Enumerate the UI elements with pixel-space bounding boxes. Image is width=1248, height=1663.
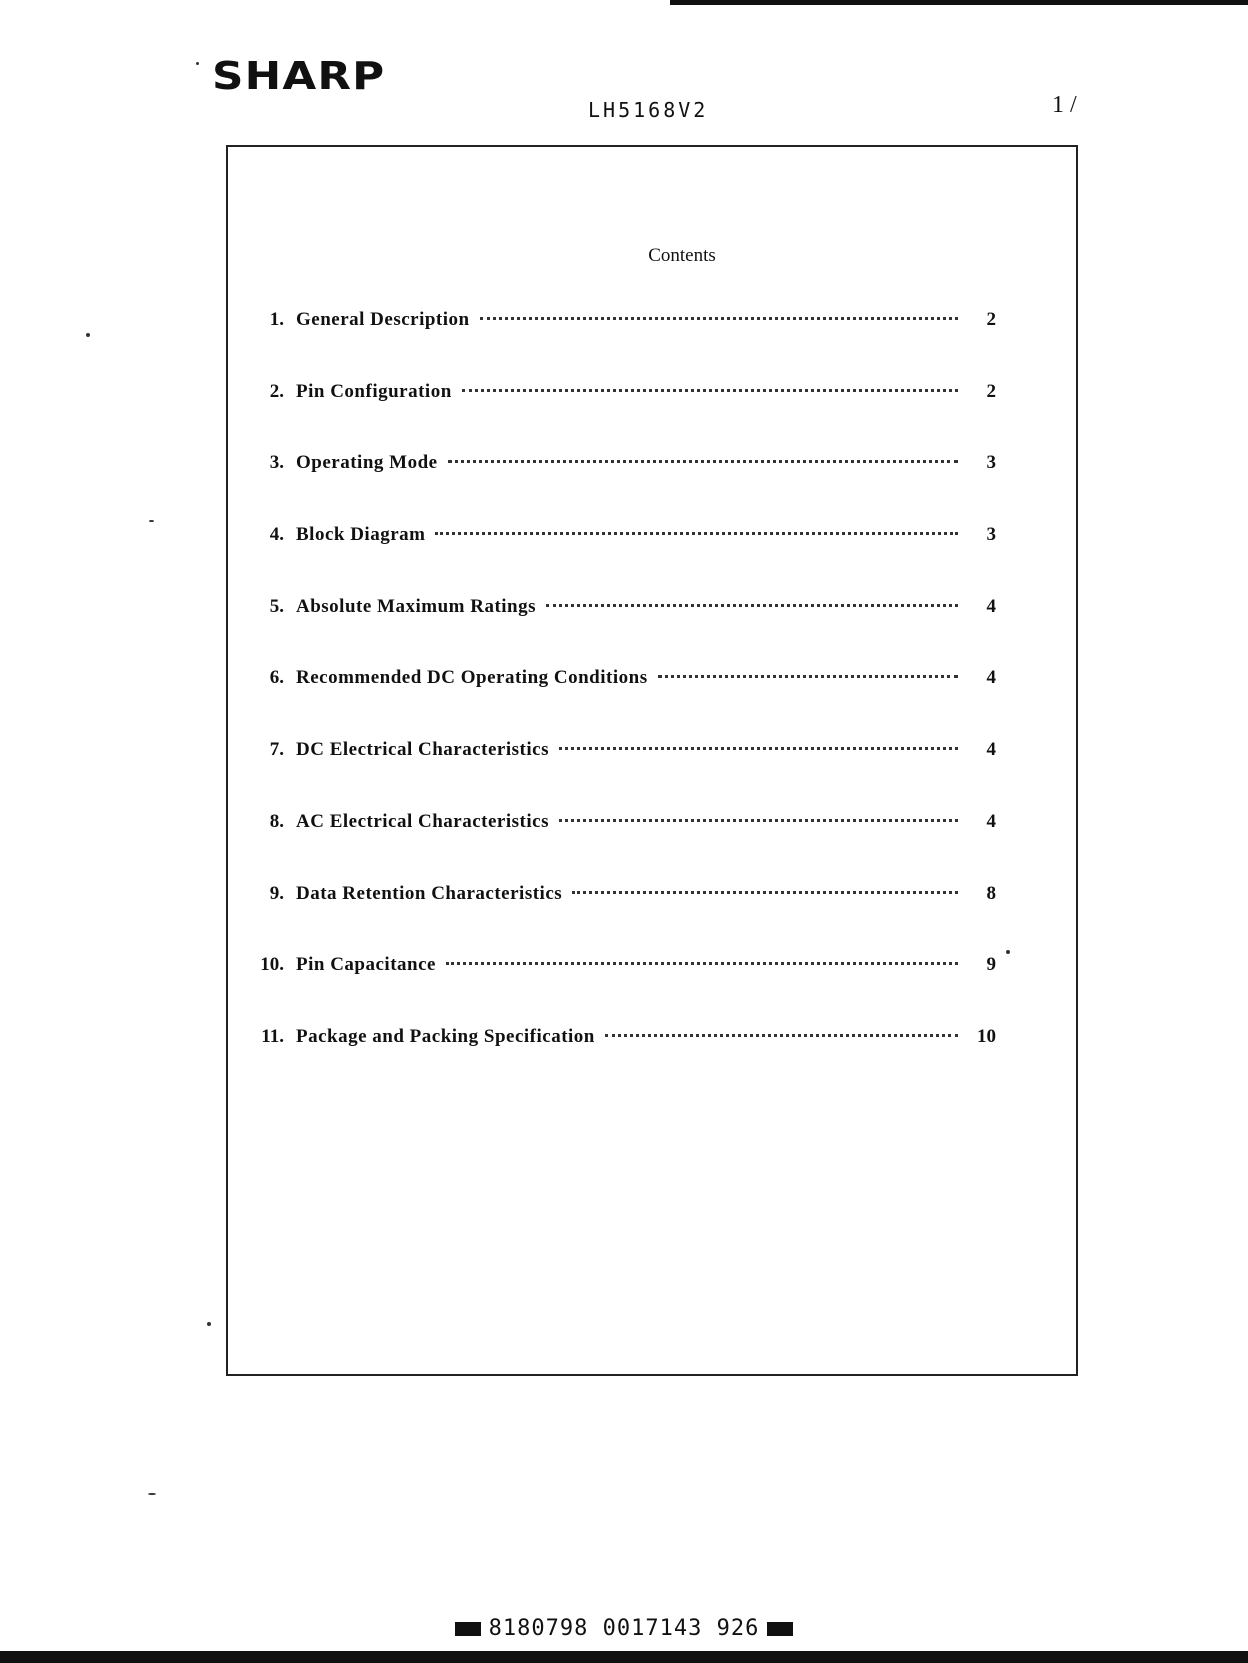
- dot-leader: [435, 532, 958, 535]
- toc-entry-page: 8: [986, 882, 996, 904]
- dot-leader: [446, 962, 958, 965]
- toc-entry-number: 2.: [269, 380, 284, 402]
- toc-entry-label: Package and Packing Specification: [296, 1025, 595, 1047]
- toc-entry-page: 9: [986, 954, 996, 976]
- dot-leader: [572, 891, 958, 894]
- toc-entry-page: 4: [986, 667, 996, 689]
- toc-entry-label: Recommended DC Operating Conditions: [296, 667, 648, 689]
- toc-entry: [256, 667, 996, 739]
- scan-speck: [148, 1493, 156, 1495]
- scan-speck: [207, 1322, 211, 1326]
- toc-entry: [256, 1026, 996, 1098]
- toc-entry-number: 11.: [261, 1025, 284, 1047]
- toc-entry-number: 5.: [269, 595, 284, 617]
- toc-entry: [256, 452, 996, 524]
- toc-entry-label: Block Diagram: [296, 524, 426, 546]
- toc-entry-page: 10: [977, 1025, 996, 1047]
- document-id: LH5168V2: [588, 98, 709, 122]
- toc-entry: [256, 524, 996, 596]
- dot-leader: [546, 604, 958, 607]
- toc-entry-label: DC Electrical Characteristics: [296, 739, 549, 761]
- dot-leader: [462, 389, 958, 392]
- contents-frame: [226, 145, 1078, 1376]
- toc-entry-page: 3: [986, 452, 996, 474]
- toc-entry-page: 4: [986, 810, 996, 832]
- document-code: 8180798 0017143 926: [488, 1616, 760, 1641]
- toc-entry-number: 10.: [260, 954, 284, 976]
- dot-leader: [448, 460, 958, 463]
- document-code-strip: [0, 1616, 1248, 1641]
- page-number: 1 /: [1052, 92, 1077, 118]
- toc-entry-label: AC Electrical Characteristics: [296, 810, 549, 832]
- toc-entry-number: 9.: [269, 882, 284, 904]
- toc-entry: [256, 883, 996, 955]
- toc-entry-page: 4: [986, 739, 996, 761]
- toc-entry-number: 1.: [269, 309, 284, 330]
- black-bar-right: [767, 1622, 793, 1636]
- toc-entry: [256, 739, 996, 811]
- dot-leader: [605, 1034, 958, 1037]
- toc-entry-label: Data Retention Characteristics: [296, 882, 563, 904]
- scan-edge-bottom: [0, 1651, 1248, 1663]
- sharp-logo: SHARP: [212, 54, 386, 98]
- toc-list: [256, 309, 996, 1098]
- toc-entry-label: Absolute Maximum Ratings: [296, 595, 537, 617]
- toc-entry-number: 7.: [269, 739, 284, 761]
- toc-entry-label: Pin Capacitance: [296, 954, 436, 976]
- dot-leader: [559, 747, 958, 750]
- dot-leader: [658, 675, 958, 678]
- dot-leader: [480, 317, 958, 320]
- black-bar-left: [455, 1622, 481, 1636]
- dot-leader: [559, 819, 958, 822]
- scan-edge-top: [670, 0, 1248, 5]
- toc-entry-page: 2: [986, 309, 996, 330]
- scan-speck: [149, 520, 154, 522]
- toc-entry: [256, 309, 996, 381]
- toc-entry-number: 4.: [269, 524, 284, 546]
- toc-entry-number: 8.: [269, 810, 284, 832]
- toc-entry-page: 4: [986, 595, 996, 617]
- toc-entry-label: Pin Configuration: [296, 380, 452, 402]
- toc-entry: [256, 954, 996, 1026]
- toc-entry-label: General Description: [296, 309, 470, 330]
- toc-entry: [256, 596, 996, 668]
- toc-entry: [256, 381, 996, 453]
- scan-speck: [86, 333, 90, 337]
- scan-speck: [196, 62, 199, 65]
- toc-entry-page: 2: [986, 380, 996, 402]
- scan-speck: [1006, 950, 1010, 954]
- toc-entry-page: 3: [986, 524, 996, 546]
- toc-entry-number: 6.: [269, 667, 284, 689]
- toc-entry-label: Operating Mode: [296, 452, 438, 474]
- toc-entry: [256, 811, 996, 883]
- toc-entry-number: 3.: [269, 452, 284, 474]
- toc-title: Contents: [648, 245, 716, 266]
